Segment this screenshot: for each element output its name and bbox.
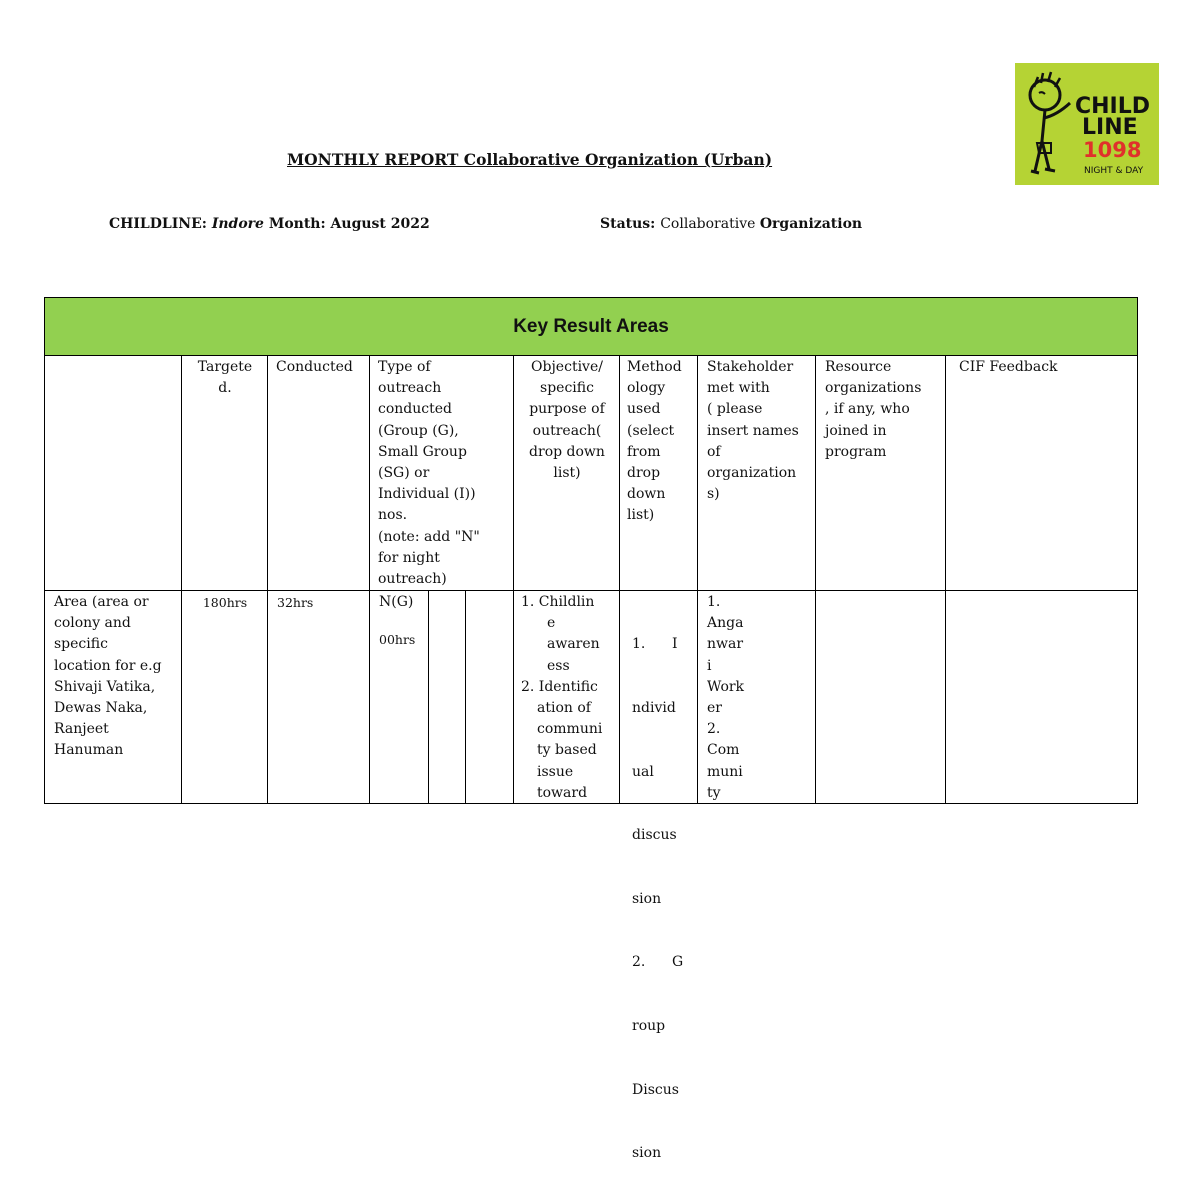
- childline-value: Indore: [211, 216, 264, 232]
- month-label: Month:: [268, 216, 326, 232]
- header-resource-organizations: Resource organizations , if any, who joined in program: [825, 359, 922, 460]
- header-methodology: Method ology used (select from drop down list): [627, 359, 682, 524]
- key-result-areas-band: [44, 297, 1138, 356]
- row-objective: 1. Childlin e awaren ess 2. Identific ation of communi ty based issue toward: [521, 594, 603, 801]
- row-type-main: N(G): [379, 594, 414, 610]
- logo-number: 1098: [1083, 138, 1142, 162]
- childline-logo-graphic: [1015, 63, 1159, 185]
- logo-line1: CHILD: [1075, 94, 1151, 119]
- header-targeted: Targete d.: [197, 359, 253, 397]
- header-cif-feedback: CIF Feedback: [959, 359, 1058, 375]
- band-title: Key Result Areas: [513, 316, 669, 337]
- logo-tagline: NIGHT & DAY: [1084, 166, 1144, 176]
- status-value-b: Organization: [759, 216, 863, 232]
- status-label: Status:: [600, 216, 656, 232]
- header-conducted: Conducted: [276, 359, 353, 375]
- childline-logo: [1015, 63, 1159, 185]
- header-stakeholder: Stakeholder met with ( please insert names of organization s): [707, 359, 799, 503]
- row-stakeholder: 1. Anga nwar i Work er 2. Com muni ty: [707, 594, 745, 801]
- page-title: MONTHLY REPORT Collaborative Organization (Urban): [287, 150, 773, 169]
- logo-line2: LINE: [1082, 115, 1138, 140]
- row-type-sub: 00hrs: [379, 632, 416, 647]
- childline-label: CHILDLINE:: [109, 216, 207, 232]
- month-value: August 2022: [330, 216, 430, 232]
- report-meta: [109, 216, 430, 232]
- status-value-a: Collaborative: [660, 216, 756, 232]
- status-meta: [600, 216, 862, 232]
- header-objective: Objective/ specific purpose of outreach( drop down list): [529, 359, 605, 482]
- row-methodology: 1. I ndivid ual discus sion 2. G roup Discus sion: [632, 636, 684, 1162]
- row-targeted: 180hrs: [202, 595, 248, 610]
- row-area: Area (area or colony and specific location for e.g Shivaji Vatika, Dewas Naka, Ranjeet Hanuman: [54, 594, 162, 759]
- header-type-of-outreach: Type of outreach conducted (Group (G), Small Group (SG) or Individual (I)) nos. (note: add "N" for night outreach): [378, 359, 480, 588]
- row-conducted: 32hrs: [277, 595, 314, 610]
